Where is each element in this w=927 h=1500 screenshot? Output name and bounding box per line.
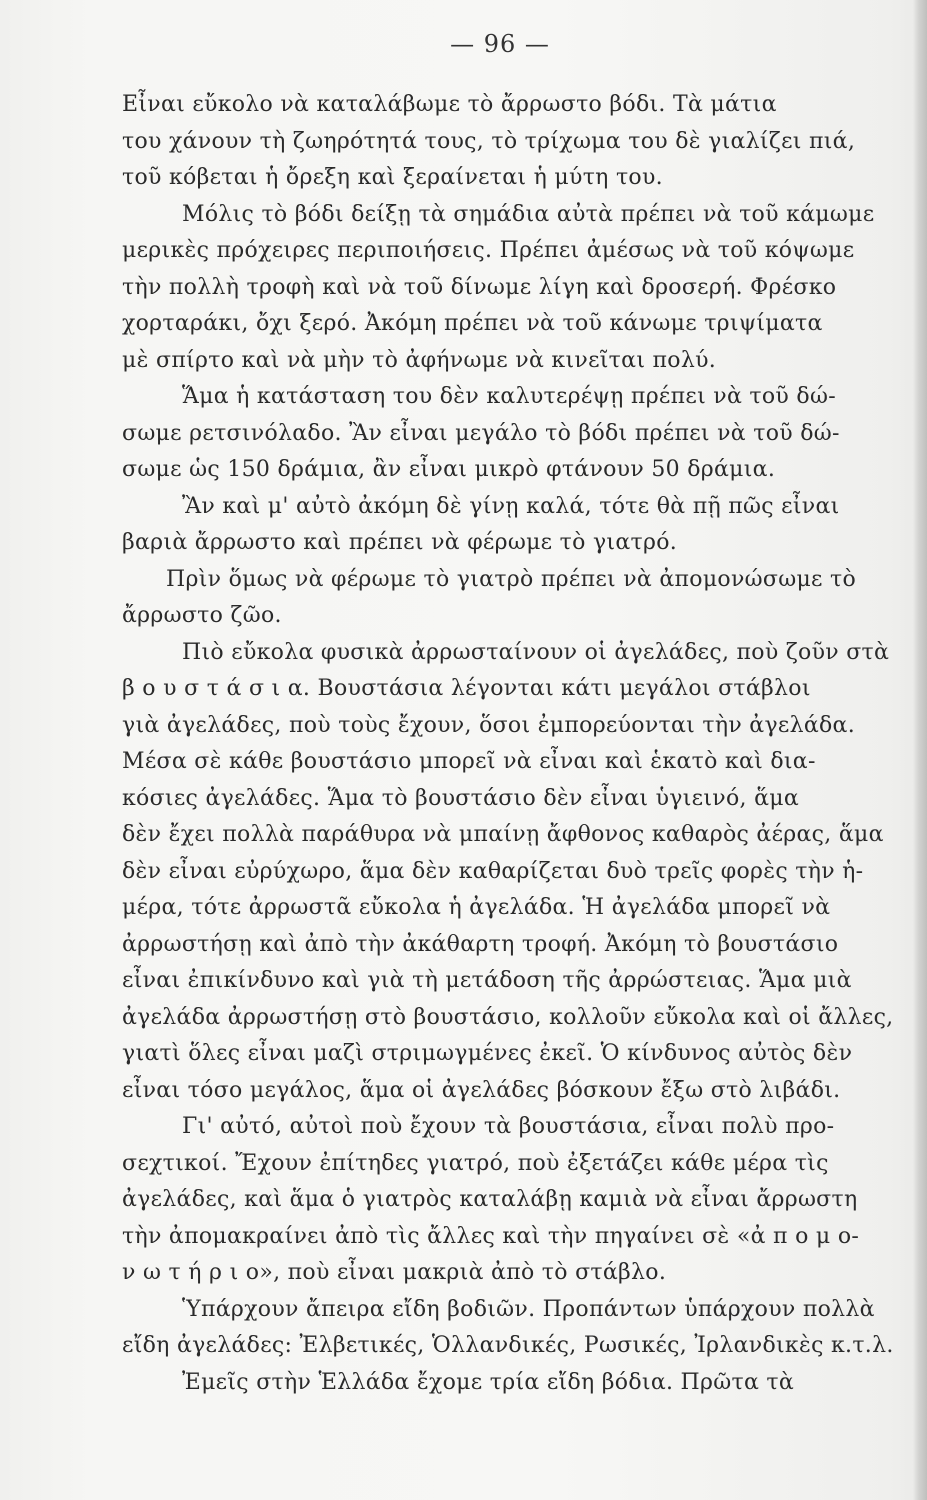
text-line: βαριὰ ἄρρωστο καὶ πρέπει νὰ φέρωμε τὸ γιατρό. [122, 530, 678, 555]
text-line: χορταράκι, ὄχι ξερό. Ἀκόμη πρέπει νὰ τοῦ κάνωμε τριψίματα [122, 311, 823, 336]
text-line: μέρα, τότε ἀρρωστᾶ εὔκολα ἡ ἀγελάδα. Ἡ ἀγελάδα μπορεῖ νὰ [122, 895, 831, 920]
text-line: δὲν ἔχει πολλὰ παράθυρα νὰ μπαίνῃ ἄφθονος καθαρὸς ἀέρας, ἅμα [122, 822, 884, 847]
text-line: Μόλις τὸ βόδι δείξῃ τὰ σημάδια αὐτὰ πρέπει νὰ τοῦ κάμωμε [182, 201, 875, 227]
text-line: ἀγελάδα ἀρρωστήσῃ στὸ βουστάσιο, κολλοῦν εὔκολα καὶ οἱ ἄλλες, [122, 1004, 894, 1030]
text-line: Πιὸ εὔκολα φυσικὰ ἀρρωσταίνουν οἱ ἀγελάδες, ποὺ ζοῦν στὰ [182, 639, 890, 665]
text-line: του χάνουν τὴ ζωηρότητά τους, τὸ τρίχωμα του δὲ γιαλίζει πιά, [122, 128, 856, 154]
text-line: Ὑπάρχουν ἄπειρα εἴδη βοδιῶν. Προπάντων ὑπάρχουν πολλὰ [182, 1296, 875, 1322]
text-line: εἶναι τόσο μεγάλος, ἅμα οἱ ἀγελάδες βόσκουν ἔξω στὸ λιβάδι. [122, 1077, 841, 1103]
text-line: Ἐμεῖς στὴν Ἑλλάδα ἔχομε τρία εἴδη βόδια. Πρῶτα τὰ [182, 1369, 795, 1395]
text-line: ν ω τ ή ρ ι ο», ποὺ εἶναι μακριὰ ἀπὸ τὸ στάβλο. [122, 1260, 667, 1285]
text-line: τοῦ κόβεται ἡ ὄρεξη καὶ ξεραίνεται ἡ μύτη του. [122, 165, 663, 190]
text-line: Εἶναι εὔκολο νὰ καταλάβωμε τὸ ἄρρωστο βόδι. Τὰ μάτια [122, 92, 777, 117]
text-line: τὴν πολλὴ τροφὴ καὶ νὰ τοῦ δίνωμε λίγη καὶ δροσερή. Φρέσκο [122, 274, 837, 300]
text-line: Ἅμα ἡ κατάσταση του δὲν καλυτερέψῃ πρέπει νὰ τοῦ δώ- [182, 384, 836, 409]
text-line: Πρὶν ὅμως νὰ φέρωμε τὸ γιατρὸ πρέπει νὰ ἀπομονώσωμε τὸ [166, 566, 857, 592]
text-line: εἶναι ἐπικίνδυνο καὶ γιὰ τὴ μετάδοση τῆς ἀρρώστειας. Ἅμα μιὰ [122, 968, 852, 993]
text-line: Ἂν καὶ μ' αὐτὸ ἀκόμη δὲ γίνῃ καλά, τότε θὰ πῇ πῶς εἶναι [182, 493, 840, 519]
text-line: κόσιες ἀγελάδες. Ἅμα τὸ βουστάσιο δὲν εἶναι ὑγιεινό, ἅμα [122, 785, 799, 811]
text-line: μὲ σπίρτο καὶ νὰ μὴν τὸ ἀφήνωμε νὰ κινεῖται πολύ. [122, 347, 717, 373]
text-line: δὲν εἶναι εὐρύχωρο, ἅμα δὲν καθαρίζεται δυὸ τρεῖς φορὲς τὴν ἡ- [122, 858, 864, 884]
text-line: σωμε ρετσινόλαδο. Ἂν εἶναι μεγάλο τὸ βόδι πρέπει νὰ τοῦ δώ- [122, 420, 840, 446]
text-line: Μέσα σὲ κάθε βουστάσιο μπορεῖ νὰ εἶναι καὶ ἑκατὸ καὶ δια- [122, 749, 816, 774]
text-line: σεχτικοί. Ἔχουν ἐπίτηδες γιατρό, ποὺ ἐξετάζει κάθε μέρα τὶς [122, 1150, 829, 1176]
page-number: — 96 — [450, 30, 550, 58]
text-line: ἀγελάδες, καὶ ἅμα ὁ γιατρὸς καταλάβῃ καμιὰ νὰ εἶναι ἄρρωστη [122, 1187, 858, 1212]
text-line: ἄρρωστο ζῶο. [122, 603, 282, 628]
text-line: σωμε ὡς 150 δράμια, ἂν εἶναι μικρὸ φτάνουν 50 δράμια. [122, 457, 776, 482]
text-line: β ο υ σ τ ά σ ι α. Βουστάσια λέγονται κάτι μεγάλοι στάβλοι [122, 676, 811, 701]
text-line: Γι' αὐτό, αὐτοὶ ποὺ ἔχουν τὰ βουστάσια, εἶναι πολὺ προ- [182, 1114, 835, 1139]
page-edge-shadow [913, 0, 927, 1500]
text-line: τὴν ἀπομακραίνει ἀπὸ τὶς ἄλλες καὶ τὴν πηγαίνει σὲ «ἀ π ο μ ο- [122, 1223, 860, 1249]
text-line: γιατὶ ὅλες εἶναι μαζὶ στριμωγμένες ἐκεῖ. Ὁ κίνδυνος αὐτὸς δὲν [122, 1041, 853, 1066]
text-line: μερικὲς πρόχειρες περιποιήσεις. Πρέπει ἀμέσως νὰ τοῦ κόψωμε [122, 238, 855, 263]
text-line: εἴδη ἀγελάδες: Ἐλβετικές, Ὁλλανδικές, Ρωσικές, Ἰρλανδικὲς κ.τ.λ. [122, 1333, 894, 1358]
text-line: γιὰ ἀγελάδες, ποὺ τοὺς ἔχουν, ὅσοι ἐμπορεύονται τὴν ἀγελάδα. [122, 712, 855, 738]
text-line: ἀρρωστήσῃ καὶ ἀπὸ τὴν ἀκάθαρτη τροφή. Ἀκόμη τὸ βουστάσιο [122, 931, 839, 957]
body-text [122, 87, 894, 1401]
